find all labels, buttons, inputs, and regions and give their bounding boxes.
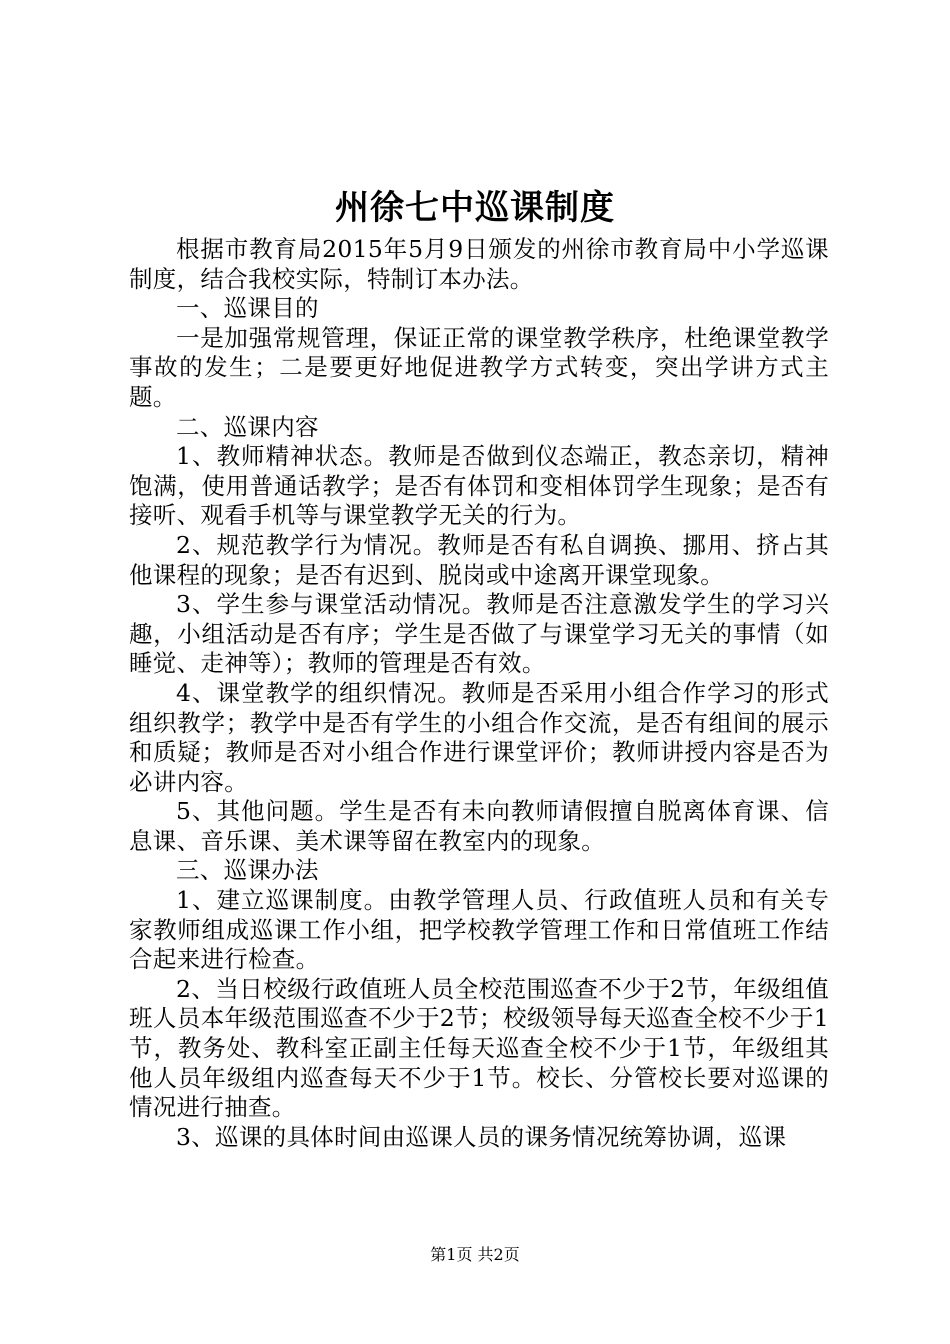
- section-heading-content: 二、巡课内容: [176, 412, 319, 441]
- paragraph-content-4: 4、课堂教学的组织情况。教师是否采用小组合作学习的形式组织教学；教学中是否有学生的小组合作交流，是否有组间的展示和质疑；教师是否对小组合作进行课堂评价；教师讲授内容是否为必讲内容。: [129, 678, 829, 796]
- paragraph-content-1: 1、教师精神状态。教师是否做到仪态端正，教态亲切，精神饱满，使用普通话教学；是否有体罚和变相体罚学生现象；是否有接听、观看手机等与课堂教学无关的行为。: [129, 442, 829, 530]
- paragraph-purpose: 一是加强常规管理，保证正常的课堂教学秩序，杜绝课堂教学事故的发生；二是要更好地促进教学方式转变，突出学讲方式主题。: [129, 323, 829, 411]
- paragraph-content-5: 5、其他问题。学生是否有未向教师请假擅自脱离体育课、信息课、音乐课、美术课等留在教室内的现象。: [129, 797, 829, 855]
- paragraph-method-1: 1、建立巡课制度。由教学管理人员、行政值班人员和有关专家教师组成巡课工作小组，把学校教学管理工作和日常值班工作结合起来进行检查。: [129, 886, 829, 974]
- paragraph-method-3: 3、巡课的具体时间由巡课人员的课务情况统筹协调，巡课: [176, 1122, 787, 1151]
- page-footer: 第1页 共2页: [430, 1245, 520, 1264]
- paragraph-content-3: 3、学生参与课堂活动情况。教师是否注意激发学生的学习兴趣，小组活动是否有序；学生是否做了与课堂学习无关的事情（如睡觉、走神等）；教师的管理是否有效。: [129, 590, 829, 678]
- paragraph-intro: 根据市教育局2015年5月9日颁发的州徐市教育局中小学巡课制度，结合我校实际，特制订本办法。: [129, 235, 829, 293]
- paragraph-method-2: 2、当日校级行政值班人员全校范围巡查不少于2节，年级组值班人员本年级范围巡查不少于2节；校级领导每天巡查全校不少于1节，教务处、教科室正副主任每天巡查全校不少于1节，年级组其他人员年级组内巡查每天不少于1节。校长、分管校长要对巡课的情况进行抽查。: [129, 974, 829, 1122]
- section-heading-purpose: 一、巡课目的: [176, 294, 319, 323]
- paragraph-content-2: 2、规范教学行为情况。教师是否有私自调换、挪用、挤占其他课程的现象；是否有迟到、脱岗或中途离开课堂现象。: [129, 530, 829, 589]
- section-heading-method: 三、巡课办法: [176, 856, 319, 885]
- document-body: [129, 235, 829, 1152]
- document-title: 州徐七中巡课制度: [335, 188, 615, 228]
